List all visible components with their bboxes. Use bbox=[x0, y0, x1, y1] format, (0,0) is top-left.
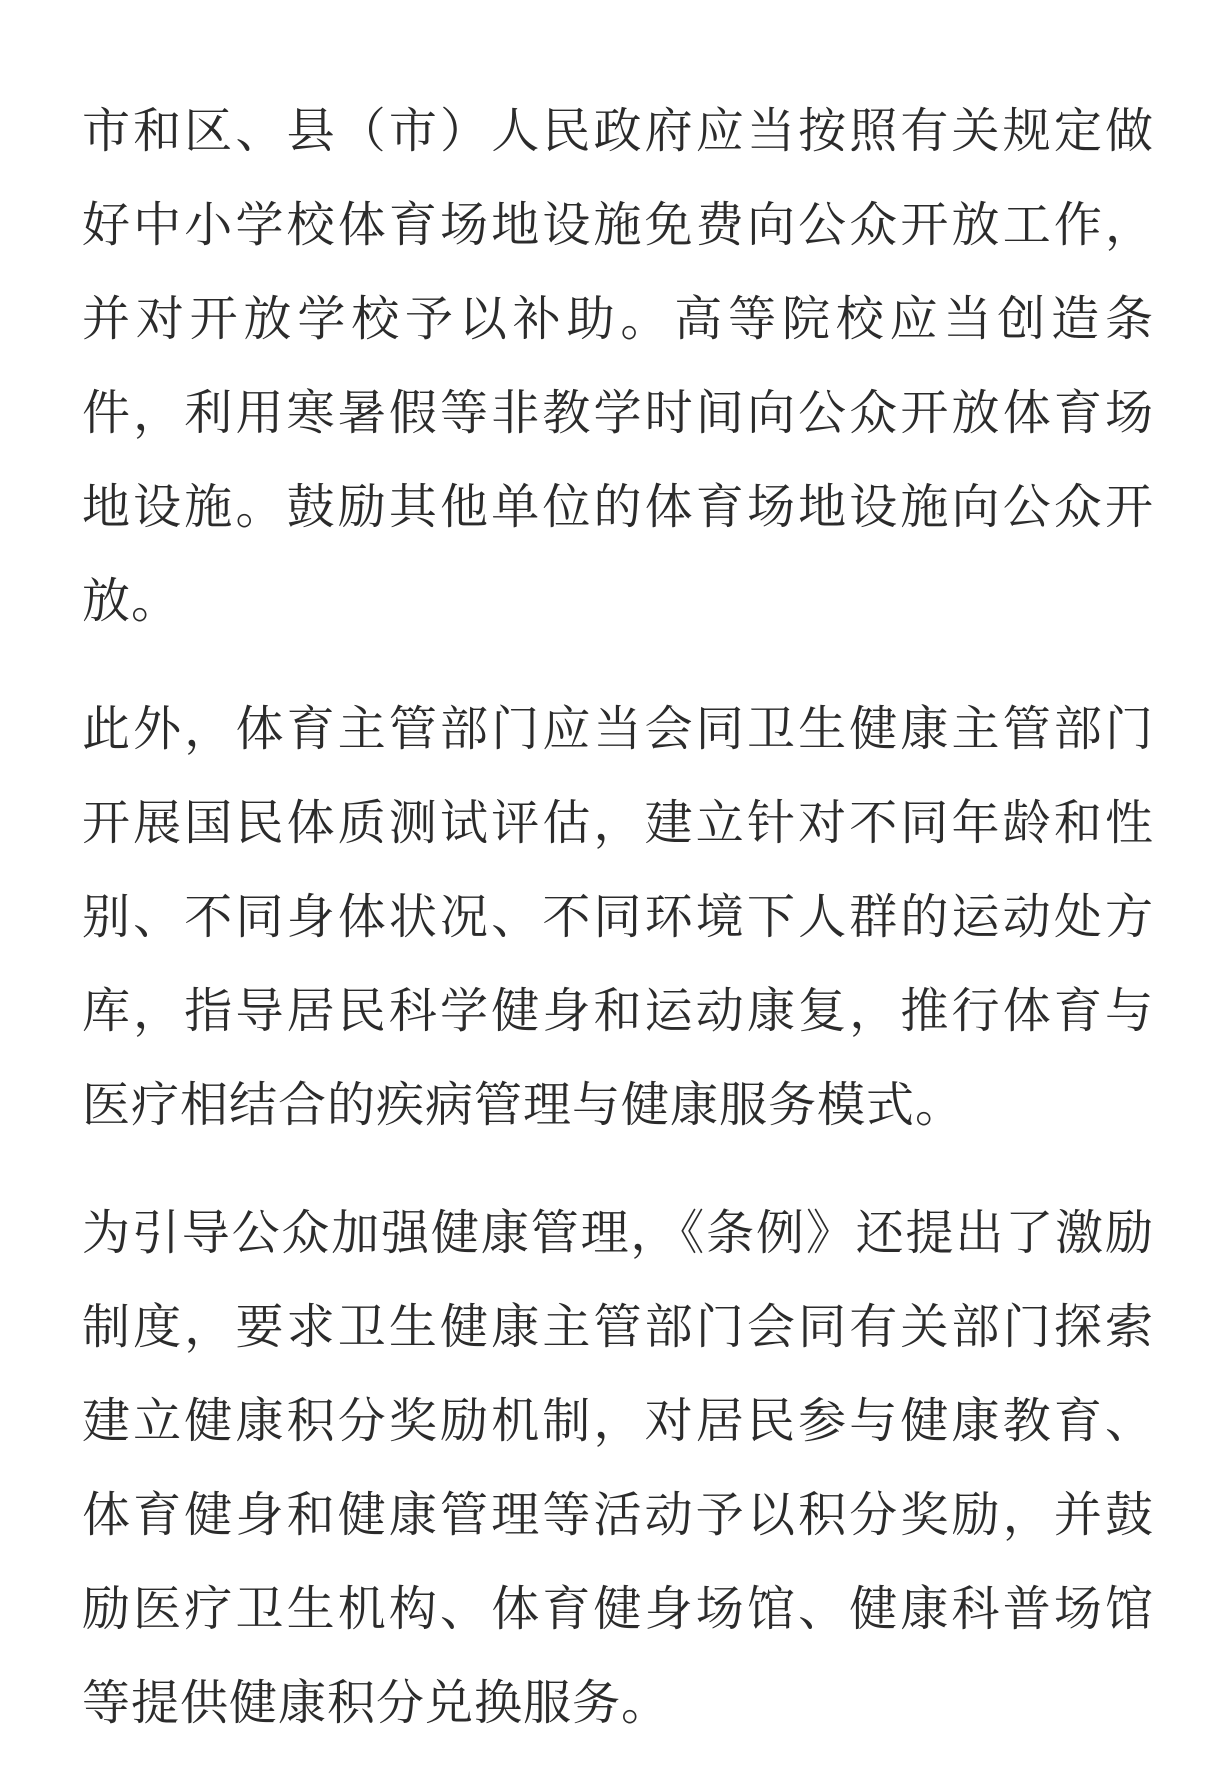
paragraph-school-facilities: 市和区、县（市）人民政府应当按照有关规定做好中小学校体育场地设施免费向公众开放工作，并对开放学校予以补助。高等院校应当创造条件，利用寒暑假等非教学时间向公众开放体育场地设施。鼓励其他单位的体育场地设施向公众开放。 bbox=[82, 103, 1154, 629]
paragraph-fitness-testing: 此外，体育主管部门应当会同卫生健康主管部门开展国民体质测试评估，建立针对不同年龄和性别、不同身体状况、不同环境下人群的运动处方库，指导居民科学健身和运动康复，推行体育与医疗相结合的疾病管理与健康服务模式。 bbox=[82, 701, 1154, 1133]
paragraph-health-points: 为引导公众加强健康管理，《条例》还提出了激励制度，要求卫生健康主管部门会同有关部门探索建立健康积分奖励机制，对居民参与健康教育、体育健身和健康管理等活动予以积分奖励，并鼓励医疗卫生机构、体育健身场馆、健康科普场馆等提供健康积分兑换服务。 bbox=[82, 1205, 1154, 1731]
article-body bbox=[82, 84, 1154, 1784]
